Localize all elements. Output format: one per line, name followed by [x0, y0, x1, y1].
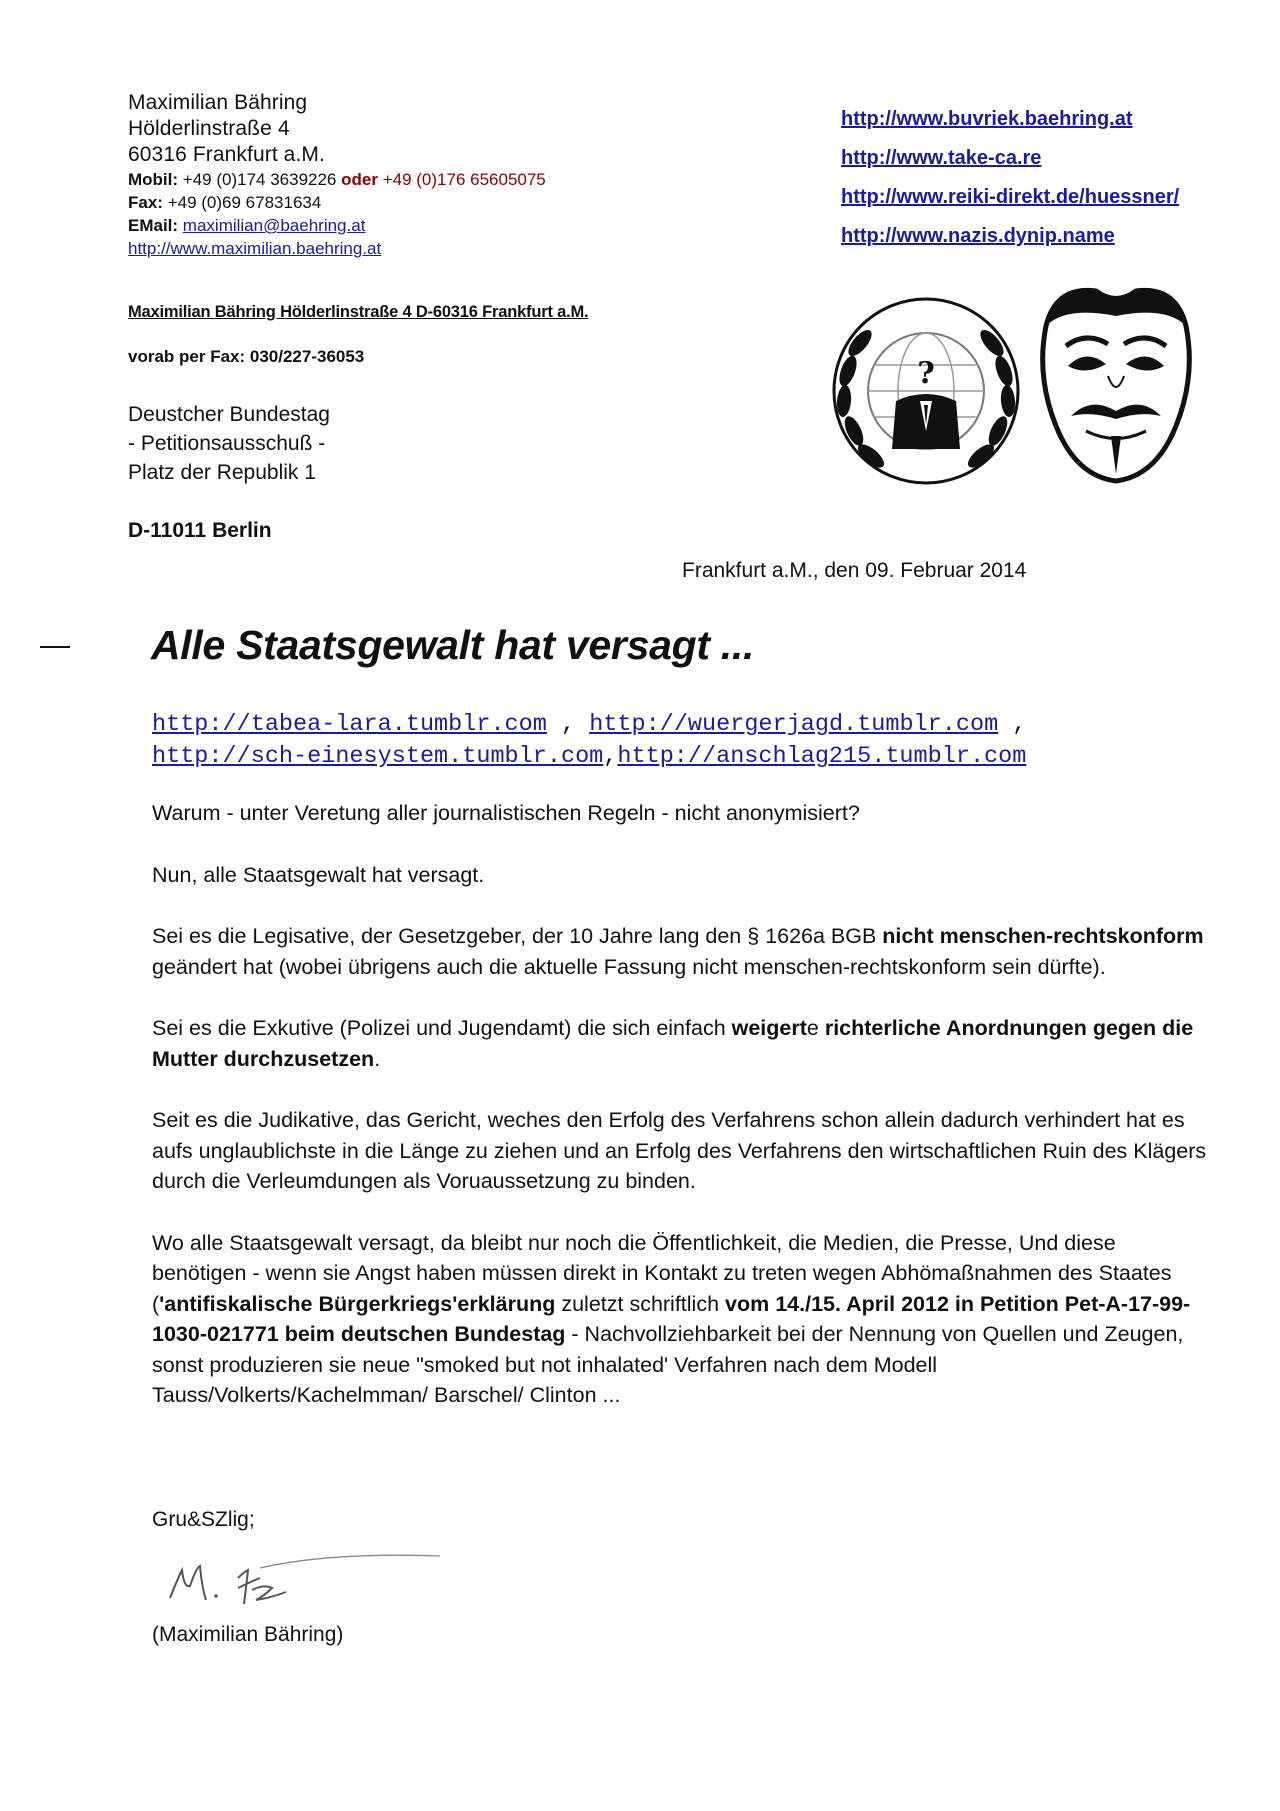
sender-block — [128, 90, 546, 260]
sender-street: Hölderlinstraße 4 — [128, 117, 290, 140]
weblink-1-domain: buvriek.baehring.at — [948, 108, 1133, 130]
paragraph-3-text-end: geändert hat (wobei übrigens auch die aktuelle Fassung nicht menschen-rechtskonform sein dürfte). — [152, 954, 1106, 979]
weblink-2-domain: take-ca.re — [948, 147, 1042, 169]
mobile-number-1: +49 (0)174 3639226 — [182, 170, 337, 189]
separator-comma: , — [560, 711, 576, 738]
tumblr-link-4[interactable]: http://anschlag215.tumblr.com — [617, 743, 1027, 770]
paragraph-6-bold-1: 'antifiskalische Bürgerkriegs'erklärung — [159, 1291, 556, 1316]
letter-date: Frankfurt a.M., den 09. Februar 2014 — [682, 559, 1027, 582]
weblink-1[interactable] — [841, 100, 1179, 139]
return-address-line: Maximilian Bähring Hölderlinstraße 4 D-60316 Frankfurt a.M. — [128, 303, 589, 321]
paragraph-3-bold: nicht menschen-rechtskonform — [882, 924, 1204, 948]
tumblr-links — [152, 709, 1026, 773]
email-label: EMail: — [128, 216, 179, 235]
email-link[interactable]: maximilian@baehring.at — [182, 216, 366, 235]
sender-mobile — [128, 168, 546, 191]
sender-website — [128, 237, 546, 260]
headline: Alle Staatsgewalt hat versagt ... — [151, 622, 755, 668]
tumblr-row-2 — [152, 741, 1026, 773]
recipient-line-3: Platz der Republik 1 — [128, 461, 316, 484]
paragraph-6-bold-2: vom 14./15. April 2012 in Petition Pet-A-17-99-1030-021771 beim deutschen Bundestag — [152, 1291, 1191, 1346]
weblinks-list — [841, 100, 1179, 256]
paragraph-6 — [152, 1228, 1212, 1411]
recipient-line-1: Deustcher Bundestag — [128, 403, 330, 426]
weblink-4-domain: nazis.dynip.name — [948, 225, 1115, 247]
sender-name: Maximilian Bähring — [128, 91, 308, 114]
weblink-2[interactable] — [841, 139, 1179, 178]
weblink-2-prefix: http://www. — [841, 147, 949, 169]
paragraph-6-text-end: - Nachvollziehbarkeit bei der Nennung von Quellen und Zeugen, sonst produzieren sie neue "smoked but not inhalated' Verfahren nach dem Modell Tauss/Volkerts/Kachelmman/ Barschel/ Clinton ... — [152, 1322, 1184, 1407]
margin-dash — [40, 646, 70, 648]
paragraph-3-text: Sei es die Legisative, der Gesetzgeber, der 10 Jahre lang den § 1626a BGB — [152, 924, 883, 948]
weblink-4[interactable] — [841, 217, 1179, 256]
paragraph-3 — [152, 921, 1212, 982]
signature-image — [160, 1548, 450, 1618]
weblink-1-prefix: http://www. — [841, 108, 949, 130]
separator-comma: , — [1012, 711, 1027, 738]
paragraph-4 — [152, 1013, 1212, 1074]
logo-group — [826, 286, 1206, 486]
website-link[interactable]: http://www.maximilian.baehring.at — [128, 239, 382, 258]
sender-email — [128, 214, 546, 237]
tumblr-link-3[interactable]: http://sch-einesystem.tumblr.com — [152, 743, 604, 770]
recipient-line-2: - Petitionsausschuß - — [128, 432, 326, 455]
recipient-block — [128, 400, 330, 545]
tumblr-link-2[interactable]: http://wuergerjagd.tumblr.com — [589, 711, 999, 738]
separator-comma: , — [603, 743, 618, 770]
sender-city: 60316 Frankfurt a.M. — [128, 143, 325, 166]
sender-fax — [128, 191, 546, 214]
tumblr-row-1 — [152, 709, 1026, 741]
signature-icon — [160, 1548, 450, 1618]
weblink-3[interactable] — [841, 178, 1179, 217]
paragraph-6-text: Wo alle Staatsgewalt versagt, da bleibt nur noch die Öffentlichkeit, die Medien, die Presse, Und diese benötigen - wenn sie Angst haben müssen direkt in Kontakt zu treten wegen Abhömaßnahmen des Staates ( — [152, 1230, 1172, 1316]
fax-note: vorab per Fax: 030/227-36053 — [128, 347, 365, 366]
tumblr-link-1[interactable]: http://tabea-lara.tumblr.com — [152, 711, 547, 738]
signature-name: (Maximilian Bähring) — [152, 1623, 344, 1646]
paragraph-4-bold-2: richterliche Anordnungen gegen die Mutter durchzusetzen — [152, 1016, 1194, 1071]
weblink-3-domain: huessner/ — [1084, 186, 1180, 208]
fax-number: +49 (0)69 67831634 — [167, 193, 322, 212]
recipient-city: D-11011 Berlin — [128, 519, 272, 542]
fax-label: Fax: — [128, 193, 163, 212]
paragraph-4-end: . — [374, 1046, 381, 1071]
mobile-label: Mobil: — [128, 170, 179, 189]
paragraph-4-text-mid: e — [806, 1016, 825, 1040]
weblink-3-prefix: http://www.reiki-direkt.de/ — [841, 186, 1085, 208]
svg-text:?: ? — [917, 356, 935, 391]
weblink-4-prefix: http://www. — [841, 225, 949, 247]
anonymous-logo-icon — [826, 286, 1206, 486]
letter-body — [152, 798, 1212, 1442]
paragraph-4-bold-1: weigert — [731, 1016, 807, 1040]
paragraph-6-text-mid: zuletzt schriftlich — [555, 1291, 726, 1316]
paragraph-1: Warum - unter Veretung aller journalistischen Regeln - nicht anonymisiert? — [152, 801, 860, 825]
paragraph-5: Seit es die Judikative, das Gericht, weches den Erfolg des Verfahrens schon allein dadurch verhindert hat es aufs unglaublichste in die Länge zu ziehen und an Erfolg des Verfahrens den wirtschaftlichen Ruin des Klägers durch die Verleumdungen als Voruaussetzung zu binden. — [152, 1108, 1207, 1193]
paragraph-2: Nun, alle Staatsgewalt hat versagt. — [152, 862, 485, 887]
mobile-number-2: +49 (0)176 65605075 — [382, 170, 546, 189]
greeting: Gru&SZlig; — [152, 1508, 255, 1531]
oder-text: oder — [341, 170, 378, 189]
paragraph-4-text: Sei es die Exkutive (Polizei und Jugendamt) die sich einfach — [152, 1016, 732, 1040]
